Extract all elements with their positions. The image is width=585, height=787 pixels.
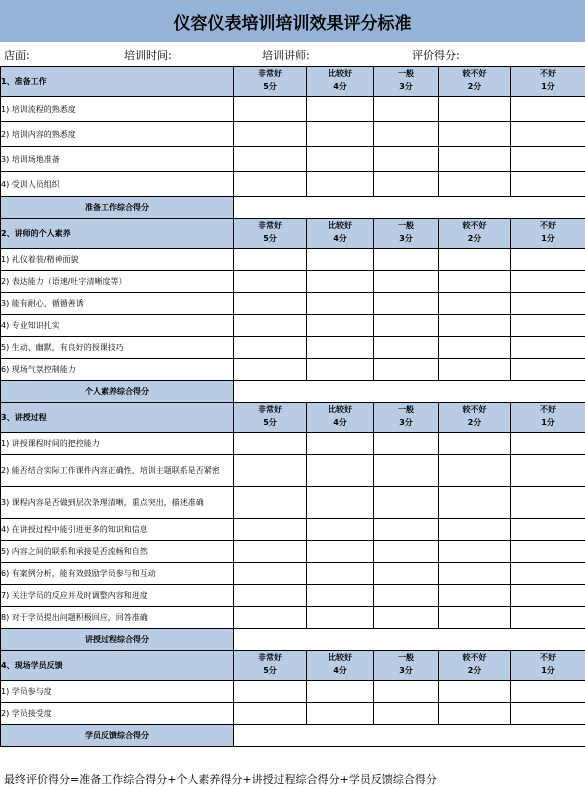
rating-points: 3分 <box>399 666 413 675</box>
score-cell[interactable] <box>439 607 511 629</box>
score-cell[interactable] <box>234 271 307 293</box>
table-row <box>1 703 585 725</box>
subtotal-label: 学员反馈综合得分 <box>1 725 234 747</box>
score-cell[interactable] <box>374 249 439 271</box>
rating-header <box>439 67 511 97</box>
subtotal-label: 讲授过程综合得分 <box>1 629 234 651</box>
criterion-label: 2) 能否结合实际工作课件内容正确性，培训主题联系是否紧密 <box>1 455 234 487</box>
score-cell[interactable] <box>439 172 511 197</box>
score-cell[interactable] <box>374 433 439 455</box>
score-cell[interactable] <box>374 271 439 293</box>
score-cell[interactable] <box>307 607 374 629</box>
table-row <box>1 293 585 315</box>
score-cell[interactable] <box>511 172 585 197</box>
table-row <box>1 337 585 359</box>
rating-header <box>374 651 439 681</box>
score-cell[interactable] <box>374 487 439 519</box>
score-cell[interactable] <box>439 681 511 703</box>
subtotal-row <box>1 197 585 219</box>
rating-table <box>0 66 585 747</box>
rating-points: 5分 <box>263 418 277 427</box>
section-title: 2、讲师的个人素养 <box>1 219 234 249</box>
rating-label: 一般 <box>398 69 414 78</box>
rating-header <box>234 651 307 681</box>
rating-label: 比较好 <box>328 221 352 230</box>
rating-points: 3分 <box>399 418 413 427</box>
rating-points: 2分 <box>467 666 482 675</box>
table-row <box>1 147 585 172</box>
score-cell[interactable] <box>234 681 307 703</box>
rating-header <box>234 403 307 433</box>
score-cell[interactable] <box>307 455 374 487</box>
criterion-label: 5) 生动、幽默，有良好的授课技巧 <box>1 337 234 359</box>
criterion-label: 1) 培训流程的熟悉度 <box>1 97 234 122</box>
table-row <box>1 433 585 455</box>
rating-label: 不好 <box>540 405 556 414</box>
score-cell[interactable] <box>511 97 585 122</box>
rating-header <box>439 651 511 681</box>
score-cell[interactable] <box>439 315 511 337</box>
table-row <box>1 172 585 197</box>
score-cell[interactable] <box>374 359 439 381</box>
score-cell[interactable] <box>307 122 374 147</box>
table-row <box>1 681 585 703</box>
rating-header <box>307 219 374 249</box>
score-cell[interactable] <box>234 293 307 315</box>
score-cell[interactable] <box>307 433 374 455</box>
criterion-label: 3) 能有耐心、循循善诱 <box>1 293 234 315</box>
rating-label: 比较好 <box>328 405 352 414</box>
rating-label: 不好 <box>540 221 556 230</box>
rating-header <box>439 403 511 433</box>
rating-label: 一般 <box>398 221 414 230</box>
score-cell[interactable] <box>307 337 374 359</box>
score-cell[interactable] <box>511 433 585 455</box>
score-cell[interactable] <box>511 293 585 315</box>
score-cell[interactable] <box>307 249 374 271</box>
rating-label: 非常好 <box>258 221 282 230</box>
table-row <box>1 122 585 147</box>
score-cell[interactable] <box>234 607 307 629</box>
rating-points: 3分 <box>399 234 413 243</box>
info-row <box>0 42 585 66</box>
criterion-label: 5) 内容之间的联系和承接是否流畅和自然 <box>1 541 234 563</box>
subtotal-score-cell[interactable] <box>234 381 585 403</box>
subtotal-label: 准备工作综合得分 <box>1 197 234 219</box>
score-cell[interactable] <box>511 519 585 541</box>
score-cell[interactable] <box>234 487 307 519</box>
score-cell[interactable] <box>439 519 511 541</box>
score-cell[interactable] <box>374 147 439 172</box>
score-cell[interactable] <box>511 455 585 487</box>
score-cell[interactable] <box>439 433 511 455</box>
score-cell[interactable] <box>439 359 511 381</box>
subtotal-score-cell[interactable] <box>234 197 585 219</box>
score-cell[interactable] <box>374 122 439 147</box>
table-row <box>1 585 585 607</box>
criterion-label: 4) 受训人员组织 <box>1 172 234 197</box>
criterion-label: 4) 专业知识扎实 <box>1 315 234 337</box>
rating-points: 5分 <box>263 234 277 243</box>
store-label: 店面: <box>4 49 30 62</box>
table-row <box>1 249 585 271</box>
rating-header <box>374 219 439 249</box>
score-cell[interactable] <box>234 455 307 487</box>
score-cell[interactable] <box>234 249 307 271</box>
rating-points: 4分 <box>333 82 347 91</box>
criterion-label: 7) 关注学员的反应并及时调整内容和进度 <box>1 585 234 607</box>
score-cell[interactable] <box>511 541 585 563</box>
rating-header <box>511 403 585 433</box>
score-cell[interactable] <box>234 541 307 563</box>
formula-note: 最终评价得分=准备工作综合得分+个人素养得分+讲授过程综合得分+学员反馈综合得分 <box>4 773 437 786</box>
score-cell[interactable] <box>307 315 374 337</box>
score-cell[interactable] <box>374 703 439 725</box>
score-cell[interactable] <box>511 563 585 585</box>
rating-label: 较不好 <box>462 221 487 230</box>
score-cell[interactable] <box>511 249 585 271</box>
section-header-row <box>1 651 585 681</box>
criterion-label: 2) 培训内容的熟悉度 <box>1 122 234 147</box>
score-cell[interactable] <box>374 293 439 315</box>
score-cell[interactable] <box>374 172 439 197</box>
section-title: 4、现场学员反馈 <box>1 651 234 681</box>
score-cell[interactable] <box>307 563 374 585</box>
table-row <box>1 359 585 381</box>
rating-points: 4分 <box>333 418 347 427</box>
score-cell[interactable] <box>307 487 374 519</box>
score-cell[interactable] <box>374 315 439 337</box>
section-header-row <box>1 67 585 97</box>
score-label: 评价得分: <box>412 49 460 62</box>
table-row <box>1 455 585 487</box>
score-cell[interactable] <box>307 681 374 703</box>
criterion-label: 3) 培训场地准备 <box>1 147 234 172</box>
score-cell[interactable] <box>511 359 585 381</box>
table-row <box>1 271 585 293</box>
score-cell[interactable] <box>511 681 585 703</box>
criterion-label: 8) 对于学员提出问题积极回应，回答准确 <box>1 607 234 629</box>
table-row <box>1 541 585 563</box>
score-cell[interactable] <box>374 519 439 541</box>
score-cell[interactable] <box>439 541 511 563</box>
score-cell[interactable] <box>307 703 374 725</box>
score-cell[interactable] <box>511 607 585 629</box>
score-cell[interactable] <box>374 97 439 122</box>
rating-label: 较不好 <box>462 69 487 78</box>
score-cell[interactable] <box>307 172 374 197</box>
criterion-label: 1) 讲授课程时间的把控能力 <box>1 433 234 455</box>
rating-header <box>307 67 374 97</box>
table-row <box>1 607 585 629</box>
rating-points: 1分 <box>541 234 555 243</box>
score-cell[interactable] <box>439 703 511 725</box>
score-cell[interactable] <box>234 519 307 541</box>
criterion-label: 1) 学员参与度 <box>1 681 234 703</box>
rating-label: 不好 <box>540 653 556 662</box>
rating-label: 一般 <box>398 405 414 414</box>
table-row <box>1 97 585 122</box>
criterion-label: 6) 有案例分析，能有效鼓励学员参与和互动 <box>1 563 234 585</box>
rating-header <box>234 67 307 97</box>
score-cell[interactable] <box>234 703 307 725</box>
rating-points: 2分 <box>467 418 482 427</box>
score-cell[interactable] <box>307 271 374 293</box>
score-cell[interactable] <box>234 585 307 607</box>
rating-header <box>511 67 585 97</box>
criterion-label: 1) 礼仪着装/精神面貌 <box>1 249 234 271</box>
rating-header <box>374 67 439 97</box>
rating-header <box>307 651 374 681</box>
rating-label: 非常好 <box>258 653 282 662</box>
section-header-row <box>1 403 585 433</box>
score-cell[interactable] <box>234 433 307 455</box>
score-cell[interactable] <box>234 337 307 359</box>
subtotal-row <box>1 725 585 747</box>
rating-points: 1分 <box>541 418 555 427</box>
rating-label: 非常好 <box>258 405 282 414</box>
section-header-row <box>1 219 585 249</box>
score-cell[interactable] <box>439 337 511 359</box>
rating-header <box>374 403 439 433</box>
rating-label: 较不好 <box>462 653 487 662</box>
score-cell[interactable] <box>374 585 439 607</box>
table-row <box>1 519 585 541</box>
subtotal-row <box>1 381 585 403</box>
rating-points: 3分 <box>399 82 413 91</box>
score-cell[interactable] <box>234 122 307 147</box>
rating-label: 不好 <box>540 69 556 78</box>
training-time-label: 培训时间: <box>124 49 172 62</box>
score-cell[interactable] <box>307 359 374 381</box>
score-cell[interactable] <box>511 487 585 519</box>
score-cell[interactable] <box>234 172 307 197</box>
criterion-label: 6) 现场气氛控制能力 <box>1 359 234 381</box>
score-cell[interactable] <box>511 271 585 293</box>
criterion-label: 2) 表达能力（语速/吐字清晰度等） <box>1 271 234 293</box>
score-cell[interactable] <box>439 271 511 293</box>
score-cell[interactable] <box>511 703 585 725</box>
rating-label: 比较好 <box>328 653 352 662</box>
score-cell[interactable] <box>307 541 374 563</box>
score-cell[interactable] <box>511 315 585 337</box>
score-cell[interactable] <box>439 122 511 147</box>
rating-points: 5分 <box>263 82 277 91</box>
score-cell[interactable] <box>307 293 374 315</box>
score-cell[interactable] <box>374 563 439 585</box>
rating-points: 2分 <box>467 234 482 243</box>
rating-points: 5分 <box>263 666 277 675</box>
rating-label: 较不好 <box>462 405 487 414</box>
subtotal-label: 个人素养综合得分 <box>1 381 234 403</box>
score-cell[interactable] <box>511 147 585 172</box>
score-cell[interactable] <box>439 455 511 487</box>
trainer-label: 培训讲师: <box>262 49 310 62</box>
score-cell[interactable] <box>307 585 374 607</box>
rating-header <box>234 219 307 249</box>
section-title: 1、准备工作 <box>1 67 234 97</box>
score-cell[interactable] <box>234 97 307 122</box>
table-row <box>1 315 585 337</box>
score-cell[interactable] <box>439 293 511 315</box>
score-cell[interactable] <box>234 315 307 337</box>
table-row <box>1 487 585 519</box>
score-cell[interactable] <box>374 607 439 629</box>
score-cell[interactable] <box>374 337 439 359</box>
rating-points: 4分 <box>333 666 347 675</box>
score-cell[interactable] <box>234 359 307 381</box>
rating-label: 非常好 <box>258 69 282 78</box>
score-cell[interactable] <box>439 97 511 122</box>
score-cell[interactable] <box>439 585 511 607</box>
page-title: 仪容仪表培训培训效果评分标准 <box>0 0 585 42</box>
section-title: 3、讲授过程 <box>1 403 234 433</box>
score-cell[interactable] <box>307 147 374 172</box>
subtotal-score-cell[interactable] <box>234 725 585 747</box>
criterion-label: 4) 在讲授过程中能引进更多的知识和信息 <box>1 519 234 541</box>
rating-header <box>307 403 374 433</box>
score-cell[interactable] <box>439 487 511 519</box>
score-cell[interactable] <box>374 455 439 487</box>
score-cell[interactable] <box>439 249 511 271</box>
rating-header <box>439 219 511 249</box>
score-cell[interactable] <box>234 563 307 585</box>
score-cell[interactable] <box>234 147 307 172</box>
table-row <box>1 563 585 585</box>
criterion-label: 3) 课程内容是否做到层次条理清晰，重点突出，描述准确 <box>1 487 234 519</box>
score-cell[interactable] <box>511 337 585 359</box>
rating-label: 比较好 <box>328 69 352 78</box>
rating-header <box>511 219 585 249</box>
score-cell[interactable] <box>511 585 585 607</box>
score-cell[interactable] <box>511 122 585 147</box>
score-cell[interactable] <box>374 541 439 563</box>
rating-points: 1分 <box>541 82 555 91</box>
score-cell[interactable] <box>439 563 511 585</box>
subtotal-row <box>1 629 585 651</box>
score-cell[interactable] <box>307 97 374 122</box>
score-cell[interactable] <box>439 147 511 172</box>
rating-points: 4分 <box>333 234 347 243</box>
subtotal-score-cell[interactable] <box>234 629 585 651</box>
score-cell[interactable] <box>307 519 374 541</box>
score-cell[interactable] <box>374 681 439 703</box>
rating-points: 2分 <box>467 82 482 91</box>
criterion-label: 2) 学员接受度 <box>1 703 234 725</box>
rating-header <box>511 651 585 681</box>
rating-points: 1分 <box>541 666 555 675</box>
rating-label: 一般 <box>398 653 414 662</box>
